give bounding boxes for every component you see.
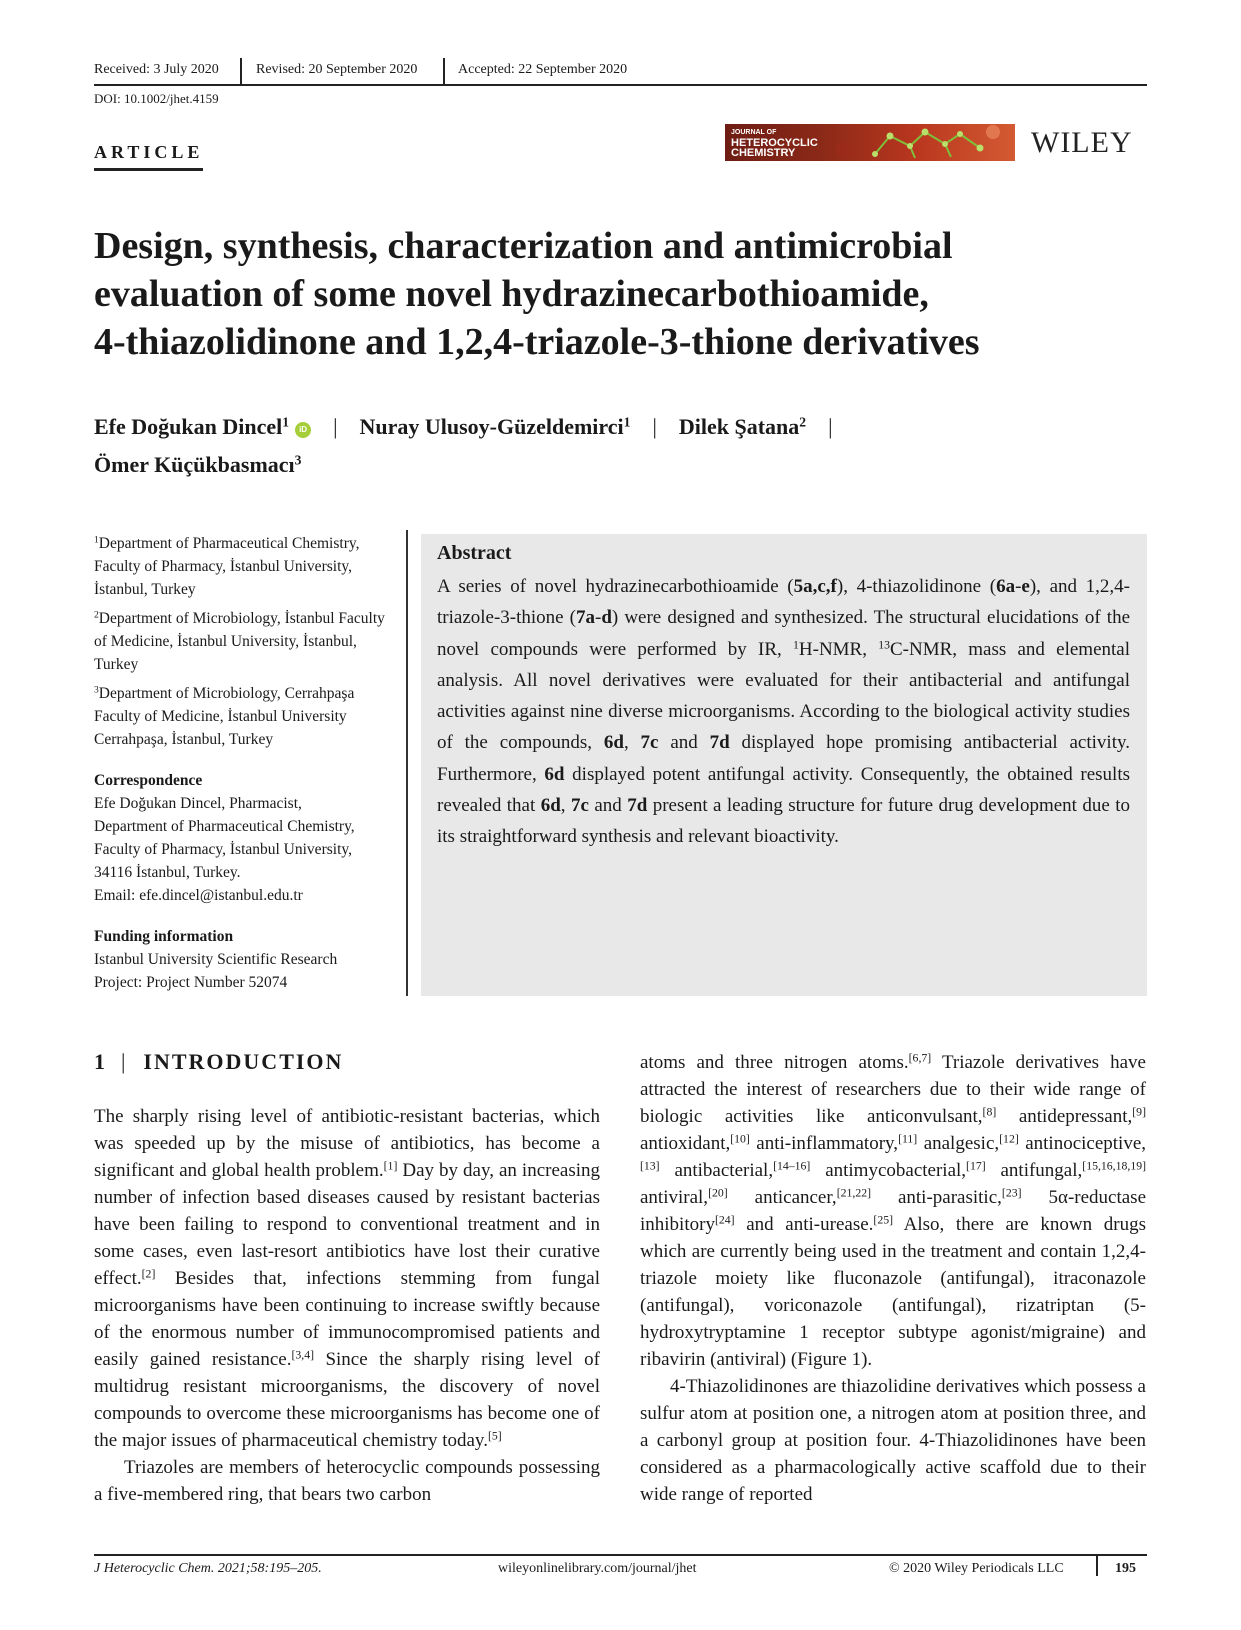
journal-name-line: HETEROCYCLIC bbox=[731, 137, 818, 149]
footer-separator bbox=[1096, 1556, 1098, 1576]
compound-label: 7d bbox=[709, 732, 730, 754]
abstract-heading: Abstract bbox=[437, 542, 512, 564]
affiliation bbox=[94, 532, 394, 601]
footer-rule bbox=[94, 1554, 1147, 1556]
funding-line: Istanbul University Scientific Research bbox=[94, 951, 338, 968]
affiliation-text: Department of Microbiology, İstanbul Faculty of Medicine, İstanbul University, İstanbul, Turkey bbox=[94, 610, 385, 673]
author-affiliation-mark: 1 bbox=[282, 414, 290, 430]
body-paragraph bbox=[94, 1454, 600, 1508]
sidebar-info bbox=[94, 532, 394, 994]
text-run: antidepressant, bbox=[996, 1106, 1133, 1127]
body-paragraph bbox=[640, 1373, 1146, 1508]
compound-label: 7c bbox=[570, 795, 589, 817]
text-run: Besides that, infections stemming from fungal microorganisms have been continuing to increase swiftly because of the enormous number of immunocompromised patients and easily gained resistance. bbox=[94, 1268, 600, 1370]
citation-superscript: [17] bbox=[966, 1159, 986, 1173]
compound-label: 6d bbox=[540, 795, 561, 817]
text-run: ), 4-thiazolidinone ( bbox=[836, 576, 997, 597]
text-run: and bbox=[588, 795, 628, 817]
text-run: Triazole derivatives have attracted the interest of researchers due to their wide range of biologic activities like anticonvulsant, bbox=[640, 1052, 1146, 1127]
text-run: anti-inflammatory, bbox=[749, 1133, 899, 1154]
text-run: Since the sharply rising level of multidrug resistant microorganisms, the discovery of novel compounds to overcome these microorganisms has become one of the major issues of pharmaceutical chemistry today. bbox=[94, 1349, 600, 1451]
header-separator bbox=[443, 58, 445, 84]
paper-title bbox=[94, 222, 1154, 366]
citation-superscript: [1] bbox=[383, 1159, 398, 1173]
received-date: Received: 3 July 2020 bbox=[94, 62, 219, 77]
text-run: ), and 1,2,4-triazole-3-thione ( bbox=[437, 576, 1130, 629]
article-type-underline bbox=[94, 168, 203, 171]
journal-name bbox=[731, 128, 818, 158]
citation-superscript: [14–16] bbox=[773, 1159, 811, 1173]
affiliation-text: Department of Pharmaceutical Chemistry, Faculty of Pharmacy, İstanbul University, İstanbul, Turkey bbox=[94, 535, 360, 598]
text-run: - bbox=[1015, 576, 1022, 597]
body-column-left bbox=[94, 1103, 600, 1508]
citation-superscript: [11] bbox=[898, 1132, 918, 1146]
funding-line: Project: Project Number 52074 bbox=[94, 974, 288, 991]
section-heading bbox=[94, 1049, 343, 1075]
correspondence-line: Faculty of Pharmacy, İstanbul University, bbox=[94, 841, 352, 858]
compound-label: 7c bbox=[640, 732, 659, 754]
text-run: displayed potent antifungal activity. Consequently, the obtained results revealed that bbox=[437, 763, 1130, 817]
journal-name-line: CHEMISTRY bbox=[731, 147, 796, 159]
author-list bbox=[94, 408, 1154, 484]
doi[interactable]: DOI: 10.1002/jhet.4159 bbox=[94, 91, 219, 106]
text-run: antiviral, bbox=[640, 1187, 709, 1208]
author-name[interactable]: Ömer Küçükbasmacı bbox=[94, 452, 295, 477]
compound-label: 7d bbox=[627, 795, 648, 817]
text-run: antifungal, bbox=[985, 1160, 1083, 1181]
footer-url[interactable]: wileyonlinelibrary.com/journal/jhet bbox=[498, 1561, 697, 1576]
header-rule bbox=[94, 84, 1147, 86]
footer-citation: J Heterocyclic Chem. 2021;58:195–205. bbox=[94, 1561, 322, 1576]
body-paragraph bbox=[640, 1049, 1146, 1373]
author-separator: | bbox=[333, 414, 338, 439]
affiliation-number: 1 bbox=[94, 534, 99, 546]
text-run: Day by day, an increasing number of infection based diseases caused by resistant bacterias have been failing to respond to conventional treatment and in some cases, even last-resort antibiotics have lost their curative effect. bbox=[94, 1160, 600, 1289]
correspondence-heading: Correspondence bbox=[94, 772, 203, 789]
text-run: H-NMR, bbox=[798, 638, 879, 660]
compound-label: 6d bbox=[544, 763, 565, 785]
journal-logo-banner[interactable] bbox=[725, 124, 1015, 161]
text-run: antibacterial, bbox=[659, 1160, 774, 1181]
text-run: C-NMR, mass and elemental analysis. All novel derivatives were evaluated for their antibacterial and antifungal activities against nine diverse microorganisms. According to the biological activity studies of the compounds, bbox=[437, 638, 1130, 754]
text-run: and bbox=[658, 732, 710, 754]
section-separator: | bbox=[121, 1049, 126, 1074]
author-name[interactable]: Dilek Şatana bbox=[678, 414, 800, 439]
footer-copyright: © 2020 Wiley Periodicals LLC bbox=[889, 1561, 1064, 1576]
text-run: anti-parasitic, bbox=[871, 1187, 1002, 1208]
affiliation bbox=[94, 682, 394, 751]
revised-date: Revised: 20 September 2020 bbox=[256, 62, 418, 77]
citation-superscript: [10] bbox=[730, 1132, 750, 1146]
citation-superscript: [2] bbox=[141, 1267, 156, 1281]
citation-superscript: [13] bbox=[640, 1159, 660, 1173]
section-number: 1 bbox=[94, 1049, 107, 1074]
affiliation-number: 3 bbox=[94, 684, 99, 696]
correspondence-line: Department of Pharmaceutical Chemistry, bbox=[94, 818, 355, 835]
section-title: INTRODUCTION bbox=[143, 1049, 344, 1074]
journal-name-line: JOURNAL OF bbox=[731, 129, 777, 136]
text-run: Triazoles are members of heterocyclic compounds possessing a five-membered ring, that bears two carbon bbox=[94, 1457, 600, 1505]
text-run: , bbox=[560, 795, 571, 817]
compound-label: 6a bbox=[996, 576, 1016, 597]
affiliation-text: Department of Microbiology, Cerrahpaşa Faculty of Medicine, İstanbul University Cerrahpaşa, İstanbul, Turkey bbox=[94, 685, 355, 748]
citation-superscript: [9] bbox=[1132, 1105, 1146, 1119]
compound-label: d bbox=[601, 607, 612, 629]
sidebar-divider bbox=[406, 530, 408, 996]
text-run: anticancer, bbox=[727, 1187, 837, 1208]
compound-label: 7a bbox=[576, 607, 596, 629]
page-number: 195 bbox=[1115, 1561, 1136, 1576]
text-run: antimycobacterial, bbox=[810, 1160, 967, 1181]
title-line: evaluation of some novel hydrazinecarbothioamide, bbox=[94, 273, 929, 315]
text-run: antinociceptive, bbox=[1018, 1133, 1147, 1154]
author-separator: | bbox=[828, 414, 833, 439]
text-run: 5α-reductase inhibitory bbox=[640, 1187, 1146, 1235]
text-run: A series of novel hydrazinecarbothioamide ( bbox=[437, 576, 794, 597]
citation-superscript: [21,22] bbox=[836, 1186, 871, 1200]
citation-superscript: [6,7] bbox=[908, 1051, 932, 1065]
text-run: displayed hope promising antibacterial activity. Furthermore, bbox=[437, 732, 1130, 785]
title-line: Design, synthesis, characterization and antimicrobial bbox=[94, 225, 953, 267]
correspondence-line: Efe Doğukan Dincel, Pharmacist, bbox=[94, 795, 302, 812]
citation-superscript: 13 bbox=[878, 638, 890, 652]
affiliation bbox=[94, 607, 394, 676]
text-run: analgesic, bbox=[917, 1133, 1000, 1154]
citation-superscript: [23] bbox=[1001, 1186, 1022, 1200]
text-run: Also, there are known drugs which are currently being used in the treatment and contain 1,2,4-triazole moiety like fluconazole (antifungal), itraconazole (antifungal), voriconazole (antifungal), rizatriptan (5-hydroxytryptamine 1 receptor subtype agonist/migraine) and ribavirin (antiviral) (Figure 1). bbox=[640, 1214, 1146, 1370]
citation-superscript: [5] bbox=[487, 1429, 502, 1443]
citation-superscript: [12] bbox=[999, 1132, 1019, 1146]
citation-superscript: 1 bbox=[793, 638, 799, 652]
text-run: 4-Thiazolidinones are thiazolidine derivatives which possess a sulfur atom at position one, a nitrogen atom at position three, and a carbonyl group at position four. 4-Thiazolidinones have been considered as a pharmacologically active scaffold due to their wide range of reported bbox=[640, 1376, 1146, 1505]
publisher-logo[interactable]: WILEY bbox=[1031, 126, 1133, 159]
abstract-body bbox=[437, 571, 1130, 853]
article-type-label: ARTICLE bbox=[94, 142, 204, 162]
text-run: atoms and three nitrogen atoms. bbox=[640, 1052, 909, 1073]
citation-superscript: [25] bbox=[873, 1213, 894, 1227]
author-name[interactable]: Nuray Ulusoy-Güzeldemirci bbox=[359, 414, 624, 439]
text-run: ) were designed and synthesized. The structural elucidations of the novel compounds were performed by IR, bbox=[437, 607, 1131, 660]
text-run: present a leading structure for future drug development due to its straightforward synthesis and relevant bioactivity. bbox=[437, 795, 1131, 848]
text-run: antioxidant, bbox=[640, 1133, 731, 1154]
compound-label: 5a,c,f bbox=[793, 576, 837, 597]
compound-label: e bbox=[1021, 576, 1030, 597]
citation-superscript: [24] bbox=[714, 1213, 735, 1227]
accepted-date: Accepted: 22 September 2020 bbox=[458, 62, 628, 77]
body-column-right bbox=[640, 1049, 1146, 1508]
text-run: The sharply rising level of antibiotic-resistant bacterias, which was speeded up by the misuse of antibiotics, has become a significant and global health problem. bbox=[94, 1106, 600, 1181]
header-separator bbox=[240, 58, 242, 84]
author-name[interactable]: Efe Doğukan Dincel bbox=[94, 414, 283, 439]
text-run: - bbox=[595, 607, 602, 629]
text-run: and anti-urease. bbox=[734, 1214, 874, 1235]
affiliation-number: 2 bbox=[94, 609, 99, 621]
correspondence-line: 34116 İstanbul, Turkey. bbox=[94, 864, 241, 881]
compound-label: 6d bbox=[603, 732, 624, 754]
citation-superscript: [15,16,18,19] bbox=[1082, 1159, 1147, 1173]
citation-superscript: [3,4] bbox=[291, 1348, 315, 1362]
citation-superscript: [20] bbox=[708, 1186, 728, 1200]
correspondence-email[interactable]: Email: efe.dincel@istanbul.edu.tr bbox=[94, 887, 303, 904]
citation-superscript: [8] bbox=[982, 1105, 997, 1119]
body-paragraph bbox=[94, 1103, 600, 1454]
author-affiliation-mark: 2 bbox=[799, 414, 807, 430]
title-line: 4-thiazolidinone and 1,2,4-triazole-3-thione derivatives bbox=[94, 321, 980, 363]
orcid-icon[interactable]: iD bbox=[295, 422, 311, 438]
funding-heading: Funding information bbox=[94, 928, 234, 945]
author-affiliation-mark: 3 bbox=[294, 452, 302, 468]
text-run: , bbox=[623, 732, 641, 754]
author-separator: | bbox=[652, 414, 657, 439]
author-affiliation-mark: 1 bbox=[623, 414, 631, 430]
